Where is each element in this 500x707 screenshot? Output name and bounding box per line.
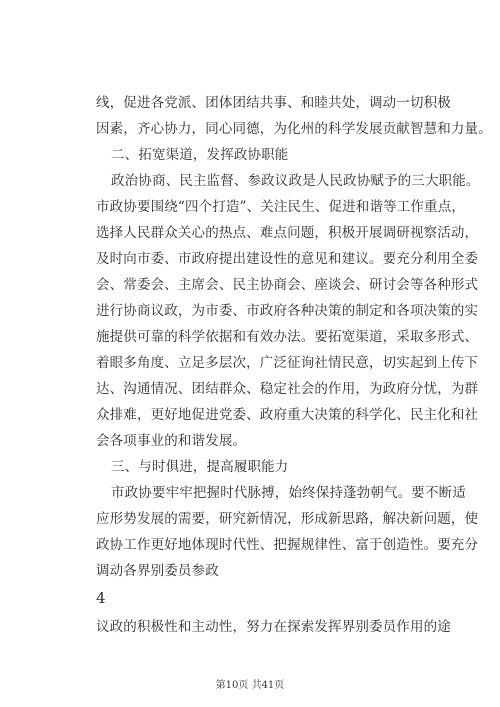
text-line: 市政协要牢牢把握时代脉搏，始终保持蓬勃朝气。要不断适 [111,485,466,501]
text-line: 众排难，更好地促进党委、政府重大决策的科学化、民主化和社 [96,407,479,423]
text-line: 进行协商议政，为市委、市政府各种决策的制定和各项决策的实 [96,303,479,319]
text-line: 因素，齐心协力，同心同德，为化州的科学发展贡献智慧和力量。 [96,121,492,137]
page-number: 第10页 共41页 [215,680,285,691]
text-line: 议政的积极性和主动性，努力在探索发挥界别委员作用的途 [96,619,451,635]
text-line: 及时向市委、市政府提出建设性的意见和建议。要充分利用全委 [96,251,479,267]
text-line: 政治协商、民主监督、参政议政是人民政协赋予的三大职能。 [111,173,480,189]
text-line: 会、常委会、主席会、民主协商会、座谈会、研讨会等各种形式 [96,277,479,293]
section-heading: 二、拓宽渠道，发挥政协职能 [111,147,289,163]
text-line: 市政协要围绕“四个打造”、关注民生、促进和谐等工作重点， [96,199,466,215]
text-line: 达、沟通情况、团结群众、稳定社会的作用，为政府分忧，为群 [96,381,479,397]
text-line: 政协工作更好地体现时代性、把握规律性、富于创造性。要充分 [96,537,479,553]
text-line: 应形势发展的需要，研究新情况，形成新思路，解决新问题，使 [96,511,479,527]
text-line: 线，促进各党派、团体团结共事、和睦共处，调动一切积极 [96,95,451,111]
section-heading: 三、与时俱进，提高履职能力 [111,459,289,475]
page-marker: 4 [96,589,106,607]
text-line: 会各项事业的和谐发展。 [96,433,247,449]
text-line: 着眼多角度、立足多层次，广泛征询社情民意，切实起到上传下 [96,355,479,371]
text-line: 选择人民群众关心的热点、难点问题，积极开展调研视察活动， [96,225,479,241]
text-line: 施提供可靠的科学依据和有效办法。要拓宽渠道，采取多形式、 [96,329,479,345]
text-line: 调动各界别委员参政 [96,563,219,579]
